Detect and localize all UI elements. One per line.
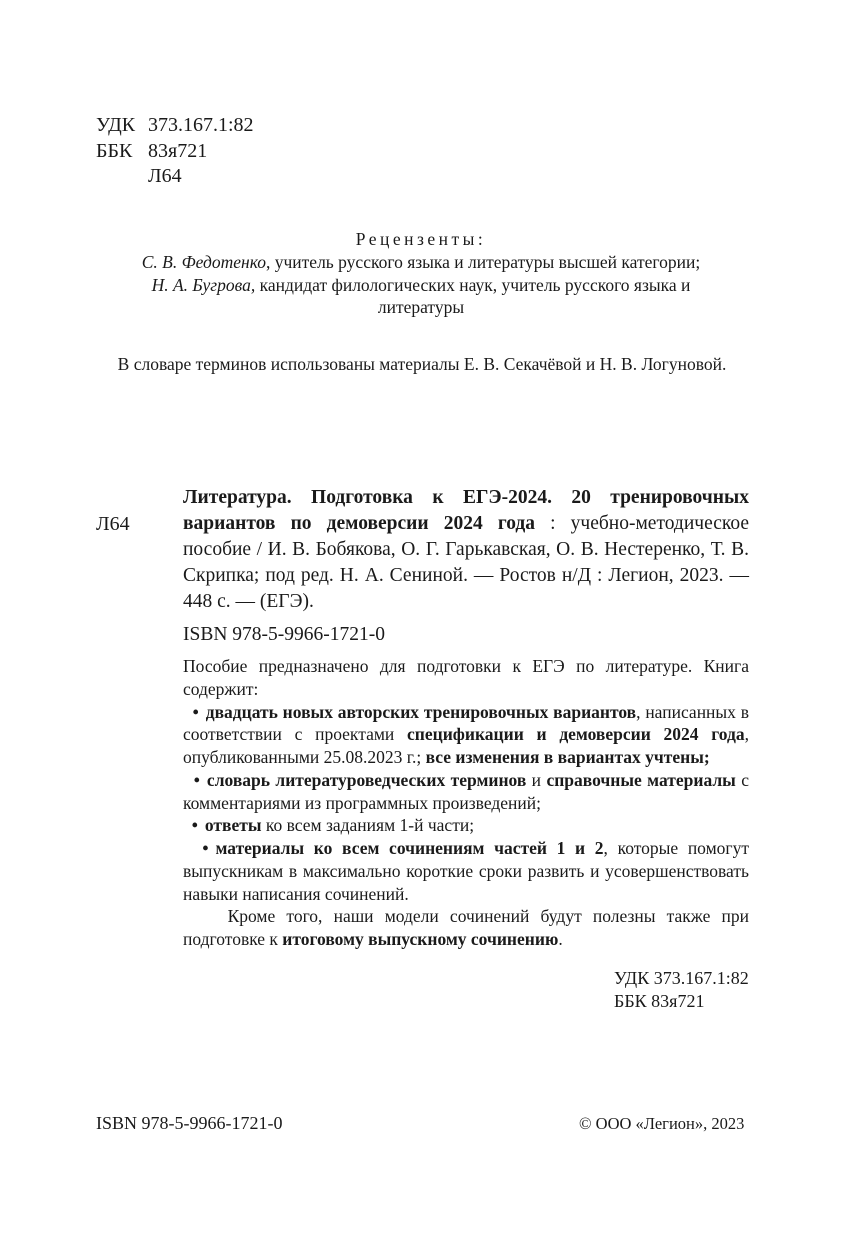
classification-codes xyxy=(96,113,254,190)
copyright: © ООО «Легион», 2023 xyxy=(579,1114,745,1133)
footer-bbk: ББК 83я721 xyxy=(614,991,705,1012)
author-mark: Л64 xyxy=(148,165,182,188)
bullet-item: • словарь литературоведческих терминов и справочные материалы с комментариями из программных произведений; xyxy=(183,769,749,813)
bullet-item: • ответы ко всем заданиям 1-й части; xyxy=(191,815,475,836)
description-intro: Пособие предназначено для подготовки к ЕГЭ по литературе. Книга содержит: xyxy=(183,656,749,699)
reviewer-2 xyxy=(96,274,746,297)
footer-codes xyxy=(614,967,749,1014)
bullet-item: • двадцать новых авторских тренировочных вариантов, написанных в соответствии с проектами спецификации и демоверсии 2024 года, опубликованными 25.08.2023 г.; все изменения в вариантах учтены; xyxy=(183,701,749,767)
udk-value: 373.167.1:82 xyxy=(148,114,254,136)
footer-udk: УДК 373.167.1:82 xyxy=(614,968,749,988)
isbn-main: ISBN 978-5-9966-1721-0 xyxy=(183,624,386,645)
author-mark-row xyxy=(96,164,254,190)
description xyxy=(183,655,749,951)
bullet-icon: • xyxy=(192,701,199,722)
bbk-label: ББК xyxy=(96,139,133,162)
bbk-value: 83я721 xyxy=(148,139,208,162)
bullet-icon: • xyxy=(193,769,200,790)
cutter-mark: Л64 xyxy=(96,513,130,535)
book-title: Литература. Подготовка к ЕГЭ-2024. 20 тренировочных вариантов по демоверсии 2024 года xyxy=(183,487,749,534)
bbk-row xyxy=(96,139,254,165)
bullet-icon: • xyxy=(191,815,198,836)
isbn-bottom: ISBN 978-5-9966-1721-0 xyxy=(96,1113,283,1133)
reviewer-1-desc: , учитель русского языка и литературы высшей категории; xyxy=(265,251,701,272)
reviewers-title: Рецензенты: xyxy=(355,229,487,249)
udk-row xyxy=(96,113,254,139)
bullet-item: • материалы ко всем сочинениям частей 1 и 2, которые помогут выпускникам в максимально короткие сроки развить и усовершенствовать навыки написания сочинений. xyxy=(183,838,750,904)
glossary-note: В словаре терминов использованы материалы Е. В. Секачёвой и Н. В. Логуновой. xyxy=(117,354,727,374)
reviewer-1-name: С. В. Федотенко xyxy=(141,251,266,272)
reviewer-2-desc: кандидат филологических наук, учитель русского языка и xyxy=(255,274,691,295)
reviewer-1 xyxy=(96,251,746,274)
bibliographic-details: : учебно-методическое пособие / И. В. Бобякова, О. Г. Гарькавская, О. В. Нестеренко, Т. В. Скрипка; под ред. Н. А. Сениной. — Ростов н/Д : Легион, 2023. — 448 с. — (ЕГЭ). xyxy=(183,512,749,612)
bibliographic-record xyxy=(183,485,749,615)
udk-label: УДК xyxy=(96,114,136,136)
reviewer-2-name: Н. А. Бугрова, xyxy=(151,274,256,295)
reviewer-2-desc-cont: литературы xyxy=(377,297,465,318)
bullet-icon: • xyxy=(202,838,209,858)
reviewers-block xyxy=(96,228,746,319)
description-outro: Кроме того, наши модели сочинений будут полезны также при подготовке к итоговому выпускному сочинению. xyxy=(183,906,750,949)
